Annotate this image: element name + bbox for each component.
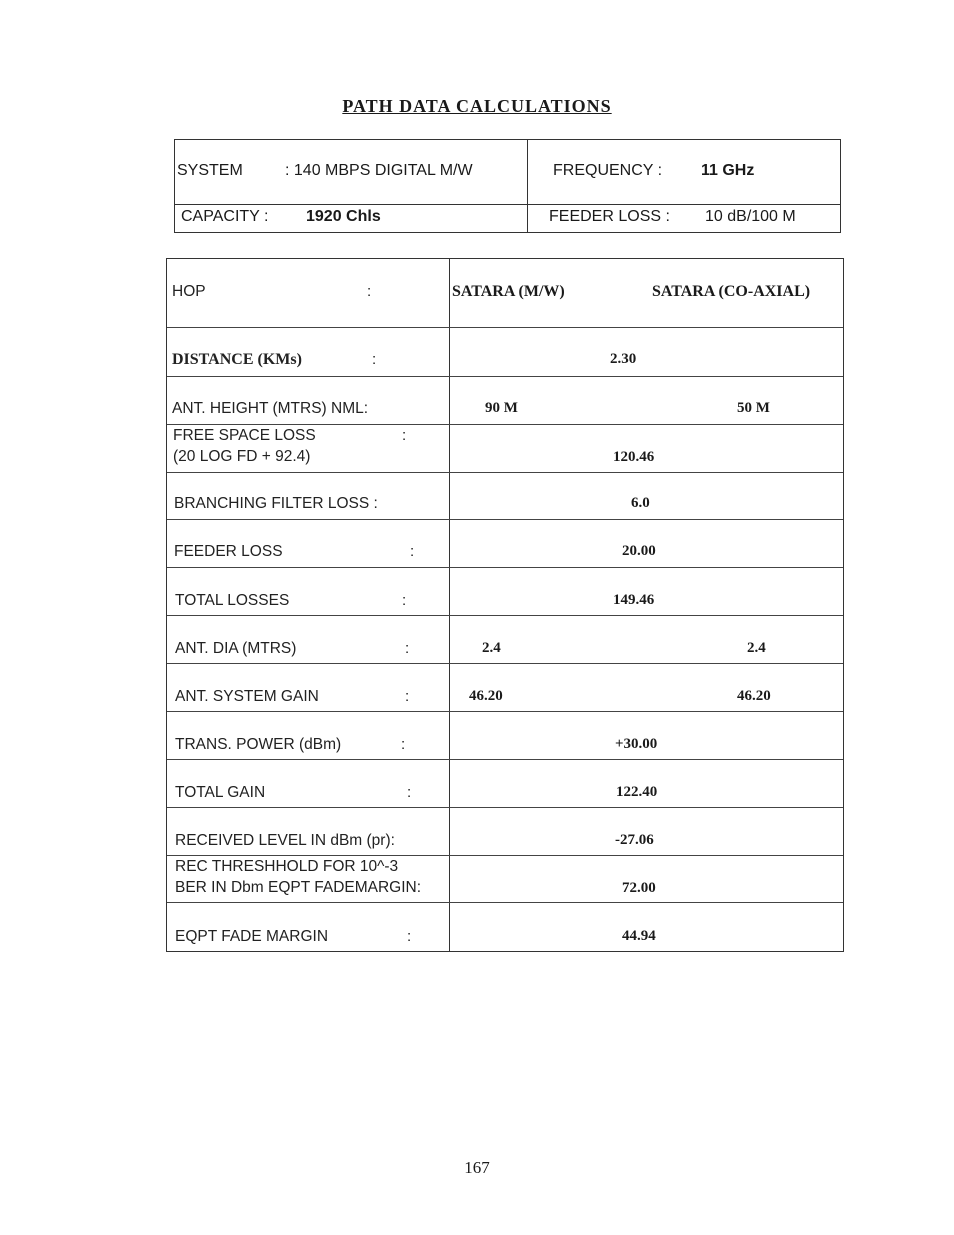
row-label: TOTAL GAIN (175, 784, 266, 801)
page-number: 167 (464, 1158, 490, 1177)
row-label: FREE SPACE LOSS (173, 427, 316, 444)
row-label: ANT. SYSTEM GAIN (175, 688, 319, 705)
row-value-left: 46.20 (469, 688, 503, 704)
row-label: ANT. HEIGHT (MTRS) NML: (172, 400, 369, 417)
row-colon: : (402, 427, 407, 444)
system-info-box (174, 139, 841, 233)
column-divider (449, 259, 450, 951)
row-divider (167, 902, 843, 903)
system-value: : 140 MBPS DIGITAL M/W (285, 162, 473, 179)
row-colon: : (407, 928, 412, 945)
row-divider (167, 567, 843, 568)
row-value: +30.00 (615, 736, 658, 752)
row-label: ANT. DIA (MTRS) (175, 640, 297, 657)
row-colon: : (405, 688, 410, 705)
path-data-table (166, 258, 844, 952)
row-label: EQPT FADE MARGIN (175, 928, 329, 945)
row-label: BRANCHING FILTER LOSS : (174, 495, 378, 512)
row-colon: : (410, 543, 415, 560)
row-label: TOTAL LOSSES (175, 592, 290, 609)
frequency-value: 11 GHz (701, 162, 755, 179)
row-label: RECEIVED LEVEL IN dBm (pr): (175, 832, 395, 849)
capacity-label: CAPACITY : (181, 208, 269, 225)
row-value: 149.46 (613, 592, 655, 608)
row-value-right: 50 M (737, 400, 770, 416)
row-colon: : (405, 640, 410, 657)
row-value: 6.0 (631, 495, 650, 511)
row-divider (167, 519, 843, 520)
row-value-right: 2.4 (747, 640, 766, 656)
row-divider (167, 807, 843, 808)
row-label: REC THRESHHOLD FOR 10^-3 (175, 858, 399, 875)
row-label: TRANS. POWER (dBm) (175, 736, 342, 753)
frequency-label: FREQUENCY : (553, 162, 663, 179)
feeder-loss-value: 10 dB/100 M (705, 208, 796, 225)
page-title: PATH DATA CALCULATIONS (342, 96, 612, 116)
row-label-line2: BER IN Dbm EQPT FADEMARGIN: (175, 879, 422, 896)
feeder-loss-label: FEEDER LOSS : (549, 208, 670, 225)
row-value-left: 90 M (485, 400, 518, 416)
row-colon: : (401, 736, 406, 753)
row-value: 44.94 (622, 928, 656, 944)
row-colon: : (407, 784, 412, 801)
capacity-value: 1920 Chls (306, 208, 381, 225)
hop-right: SATARA (CO-AXIAL) (652, 283, 811, 300)
row-colon: : (402, 592, 407, 609)
row-label: FEEDER LOSS (174, 543, 283, 560)
row-value-left: 2.4 (482, 640, 501, 656)
row-label-line2: (20 LOG FD + 92.4) (173, 448, 311, 465)
divider (175, 204, 840, 205)
row-value: 2.30 (610, 351, 637, 367)
row-divider (167, 711, 843, 712)
divider (527, 140, 528, 232)
row-label: DISTANCE (KMs) (172, 351, 302, 368)
row-divider (167, 472, 843, 473)
row-value: -27.06 (615, 832, 654, 848)
row-divider (167, 663, 843, 664)
row-value: 120.46 (613, 449, 655, 465)
system-label: SYSTEM (177, 162, 243, 179)
row-divider (167, 376, 843, 377)
row-colon: : (367, 283, 372, 300)
row-divider (167, 615, 843, 616)
hop-left: SATARA (M/W) (452, 283, 565, 300)
row-value: 72.00 (622, 880, 656, 896)
row-value: 122.40 (616, 784, 658, 800)
row-label: HOP (172, 283, 206, 300)
row-value-right: 46.20 (737, 688, 771, 704)
row-colon: : (372, 351, 377, 368)
row-divider (167, 327, 843, 328)
row-divider (167, 759, 843, 760)
row-value: 20.00 (622, 543, 656, 559)
